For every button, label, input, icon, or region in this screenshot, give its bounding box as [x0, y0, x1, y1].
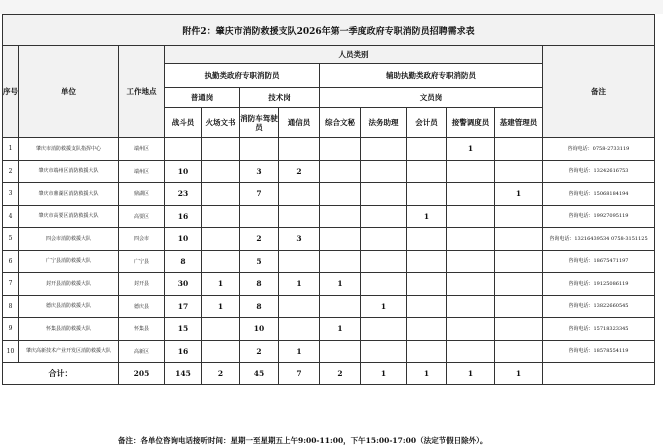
row-unit: 怀集县消防救援大队	[19, 318, 119, 341]
header-technical: 技术岗	[240, 88, 320, 108]
header-ordinary: 普通岗	[165, 88, 240, 108]
row-index: 9	[3, 318, 19, 341]
table-title: 附件2：肇庆市消防救援支队2026年第一季度政府专职消防员招聘需求表	[3, 15, 655, 46]
page-top-strip	[0, 0, 663, 14]
row-count-dispatcher	[447, 250, 495, 273]
row-count-general-secretary	[320, 250, 361, 273]
row-count-fire-truck-driver: 5	[240, 250, 279, 273]
row-count-combatant: 17	[165, 295, 202, 318]
total-count-accountant: 1	[407, 363, 447, 385]
total-label: 合计：	[3, 363, 119, 385]
total-count-communicator: 7	[279, 363, 320, 385]
row-count-dispatcher	[447, 183, 495, 206]
header-auxiliary: 辅助执勤类政府专职消防员	[320, 64, 543, 88]
row-count-fire-truck-driver	[240, 205, 279, 228]
row-count-legal-assistant	[361, 160, 407, 183]
row-location: 端州区	[119, 138, 165, 161]
row-index: 5	[3, 228, 19, 251]
header-position-communicator: 通信员	[279, 108, 320, 138]
row-count-fireground-clerk: 1	[202, 295, 240, 318]
table-row	[3, 295, 655, 318]
header-position-legal-assistant: 法务助理	[361, 108, 407, 138]
row-location: 德庆县	[119, 295, 165, 318]
header-remarks: 备注	[543, 46, 655, 138]
row-count-combatant: 15	[165, 318, 202, 341]
row-count-general-secretary	[320, 295, 361, 318]
row-index: 4	[3, 205, 19, 228]
row-count-fireground-clerk	[202, 340, 240, 363]
row-unit: 肇庆市端州区消防救援大队	[19, 160, 119, 183]
row-count-dispatcher	[447, 318, 495, 341]
row-count-infrastructure-manager	[495, 160, 543, 183]
table-row	[3, 273, 655, 296]
row-count-infrastructure-manager	[495, 250, 543, 273]
row-location: 高要区	[119, 205, 165, 228]
row-note: 咨询电话：15068184194	[543, 183, 655, 206]
row-count-fireground-clerk	[202, 160, 240, 183]
row-count-legal-assistant: 1	[361, 295, 407, 318]
row-count-fireground-clerk	[202, 228, 240, 251]
row-unit: 四会市消防救援大队	[19, 228, 119, 251]
row-count-general-secretary	[320, 228, 361, 251]
row-count-accountant	[407, 250, 447, 273]
row-unit: 肇庆高新技术产业开发区消防救援大队	[19, 340, 119, 363]
row-index: 6	[3, 250, 19, 273]
table-row	[3, 160, 655, 183]
row-count-fire-truck-driver: 8	[240, 273, 279, 296]
table-row	[3, 183, 655, 206]
row-count-legal-assistant	[361, 183, 407, 206]
row-count-communicator: 2	[279, 160, 320, 183]
row-count-legal-assistant	[361, 138, 407, 161]
total-count-combatant: 145	[165, 363, 202, 385]
row-count-communicator	[279, 318, 320, 341]
row-count-general-secretary	[320, 340, 361, 363]
row-note: 咨询电话：13822660545	[543, 295, 655, 318]
total-count-legal-assistant: 1	[361, 363, 407, 385]
header-position-general-secretary: 综合文秘	[320, 108, 361, 138]
total-count-fireground-clerk: 2	[202, 363, 240, 385]
row-count-accountant	[407, 160, 447, 183]
row-count-infrastructure-manager: 1	[495, 183, 543, 206]
footer-note: 备注：各单位咨询电话接听时间：星期一至星期五上午9:00-11:00，下午15:00-17:00（法定节假日除外）。	[118, 436, 488, 445]
table-row	[3, 340, 655, 363]
row-count-dispatcher	[447, 228, 495, 251]
row-count-combatant: 16	[165, 205, 202, 228]
row-count-legal-assistant	[361, 205, 407, 228]
row-count-communicator	[279, 138, 320, 161]
row-count-dispatcher	[447, 205, 495, 228]
total-note-empty	[543, 363, 655, 385]
table-row	[3, 205, 655, 228]
row-count-fireground-clerk	[202, 205, 240, 228]
row-count-legal-assistant	[361, 340, 407, 363]
row-count-infrastructure-manager	[495, 295, 543, 318]
row-index: 1	[3, 138, 19, 161]
row-unit: 广宁县消防救援大队	[19, 250, 119, 273]
row-count-fire-truck-driver: 10	[240, 318, 279, 341]
table-row	[3, 250, 655, 273]
row-count-infrastructure-manager	[495, 340, 543, 363]
header-position-dispatcher: 接警调度员	[447, 108, 495, 138]
row-location: 高新区	[119, 340, 165, 363]
row-count-general-secretary	[320, 205, 361, 228]
row-index: 7	[3, 273, 19, 296]
row-count-dispatcher: 1	[447, 138, 495, 161]
row-note: 咨询电话：0758-2733119	[543, 138, 655, 161]
row-count-legal-assistant	[361, 228, 407, 251]
row-count-infrastructure-manager	[495, 205, 543, 228]
header-civilian: 文员岗	[320, 88, 543, 108]
row-index: 8	[3, 295, 19, 318]
row-note: 咨询电话：19927095119	[543, 205, 655, 228]
row-location: 广宁县	[119, 250, 165, 273]
row-count-fireground-clerk	[202, 183, 240, 206]
row-count-general-secretary	[320, 138, 361, 161]
row-count-communicator: 1	[279, 340, 320, 363]
row-count-combatant: 10	[165, 228, 202, 251]
row-count-accountant	[407, 295, 447, 318]
header-unit: 单位	[19, 46, 119, 138]
row-location: 鼎湖区	[119, 183, 165, 206]
row-unit: 肇庆市消防救援支队指挥中心	[19, 138, 119, 161]
table-row	[3, 318, 655, 341]
total-count-dispatcher: 1	[447, 363, 495, 385]
row-count-fire-truck-driver: 7	[240, 183, 279, 206]
total-count-general-secretary: 2	[320, 363, 361, 385]
row-count-communicator	[279, 295, 320, 318]
row-count-legal-assistant	[361, 250, 407, 273]
row-location: 端州区	[119, 160, 165, 183]
row-index: 2	[3, 160, 19, 183]
row-count-communicator	[279, 183, 320, 206]
row-unit: 德庆县消防救援大队	[19, 295, 119, 318]
header-position-combatant: 战斗员	[165, 108, 202, 138]
row-count-fireground-clerk	[202, 138, 240, 161]
row-unit: 肇庆市高要区消防救援大队	[19, 205, 119, 228]
header-position-infrastructure-manager: 基建管理员	[495, 108, 543, 138]
row-count-infrastructure-manager	[495, 138, 543, 161]
row-count-combatant: 10	[165, 160, 202, 183]
row-count-communicator	[279, 250, 320, 273]
row-count-fire-truck-driver: 8	[240, 295, 279, 318]
row-count-dispatcher	[447, 273, 495, 296]
row-note: 咨询电话：15718323345	[543, 318, 655, 341]
row-count-fireground-clerk	[202, 318, 240, 341]
row-count-dispatcher	[447, 160, 495, 183]
row-unit: 肇庆市鼎湖区消防救援大队	[19, 183, 119, 206]
header-location: 工作地点	[119, 46, 165, 138]
row-location: 封开县	[119, 273, 165, 296]
total-row	[3, 363, 655, 385]
row-count-communicator	[279, 205, 320, 228]
row-count-combatant: 30	[165, 273, 202, 296]
row-count-fire-truck-driver	[240, 138, 279, 161]
total-sum: 205	[119, 363, 165, 385]
row-count-combatant: 16	[165, 340, 202, 363]
row-count-communicator: 1	[279, 273, 320, 296]
row-location: 怀集县	[119, 318, 165, 341]
row-count-infrastructure-manager	[495, 273, 543, 296]
row-index: 10	[3, 340, 19, 363]
row-count-combatant	[165, 138, 202, 161]
row-count-general-secretary	[320, 160, 361, 183]
row-count-general-secretary: 1	[320, 273, 361, 296]
row-count-accountant	[407, 228, 447, 251]
row-count-accountant	[407, 318, 447, 341]
row-count-combatant: 23	[165, 183, 202, 206]
row-count-fire-truck-driver: 2	[240, 228, 279, 251]
header-enforcement: 执勤类政府专职消防员	[165, 64, 320, 88]
row-count-accountant	[407, 340, 447, 363]
header-position-fire-truck-driver: 消防车驾驶员	[240, 108, 279, 138]
row-count-accountant: 1	[407, 205, 447, 228]
row-note: 咨询电话：13242616753	[543, 160, 655, 183]
total-count-infrastructure-manager: 1	[495, 363, 543, 385]
total-count-fire-truck-driver: 45	[240, 363, 279, 385]
row-count-fireground-clerk	[202, 250, 240, 273]
header-index: 序号	[3, 46, 19, 138]
recruitment-table	[2, 14, 655, 385]
row-count-infrastructure-manager	[495, 228, 543, 251]
row-note: 咨询电话：18675471197	[543, 250, 655, 273]
row-count-combatant: 8	[165, 250, 202, 273]
header-position-accountant: 会计员	[407, 108, 447, 138]
row-note: 咨询电话：19125086119	[543, 273, 655, 296]
row-count-legal-assistant	[361, 318, 407, 341]
row-count-communicator: 3	[279, 228, 320, 251]
row-count-dispatcher	[447, 340, 495, 363]
row-count-dispatcher	[447, 295, 495, 318]
table-row	[3, 228, 655, 251]
row-count-fireground-clerk: 1	[202, 273, 240, 296]
row-note: 咨询电话：13216439534 0758-3151125	[543, 228, 655, 251]
row-location: 四会市	[119, 228, 165, 251]
row-count-general-secretary: 1	[320, 318, 361, 341]
row-count-general-secretary	[320, 183, 361, 206]
recruitment-table-sheet	[2, 14, 654, 385]
row-count-accountant	[407, 183, 447, 206]
row-count-fire-truck-driver: 3	[240, 160, 279, 183]
row-unit: 封开县消防救援大队	[19, 273, 119, 296]
header-personnel-category: 人员类别	[165, 46, 543, 64]
row-note: 咨询电话：18578554119	[543, 340, 655, 363]
header-position-fireground-clerk: 火场文书	[202, 108, 240, 138]
row-count-fire-truck-driver: 2	[240, 340, 279, 363]
row-count-infrastructure-manager	[495, 318, 543, 341]
row-count-legal-assistant	[361, 273, 407, 296]
row-index: 3	[3, 183, 19, 206]
table-row	[3, 138, 655, 161]
row-count-accountant	[407, 273, 447, 296]
row-count-accountant	[407, 138, 447, 161]
